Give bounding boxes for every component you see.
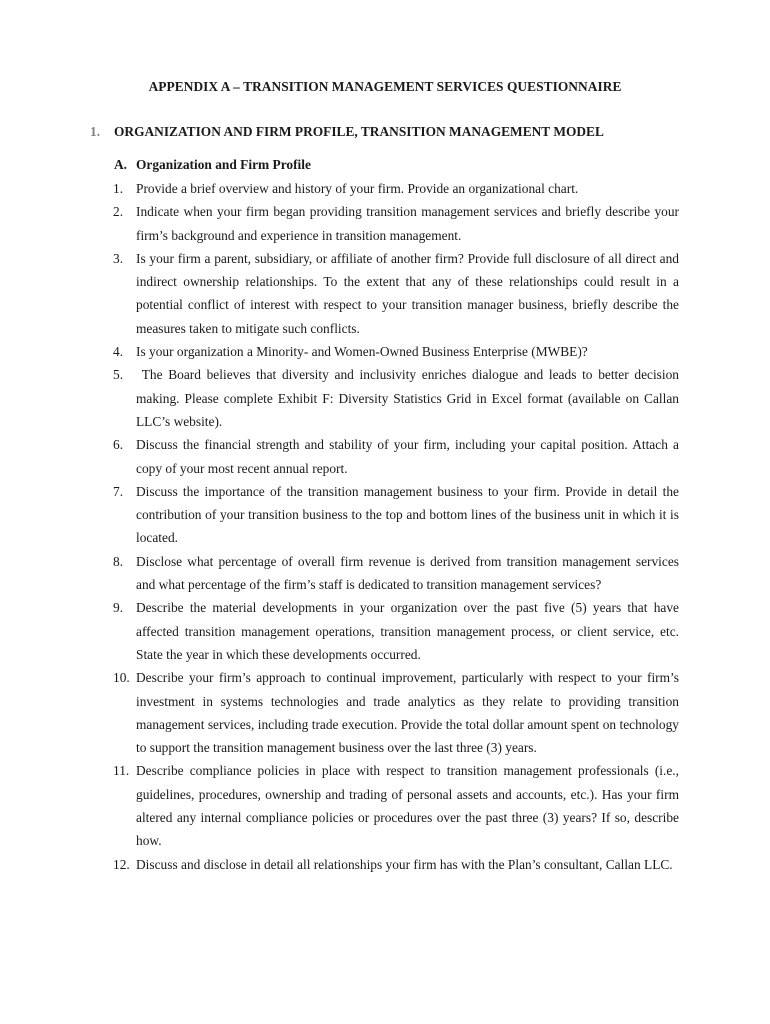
question-text: Indicate when your firm began providing transition management services and briefly describe your firm’s background and experience in transition management.	[136, 204, 679, 243]
question-text: Is your firm a parent, subsidiary, or affiliate of another firm? Provide full disclosure of all direct and indirect ownership relationships. To the extent that any of these relationships could result in a potential conflict of interest with respect to your transition manager business, briefly describe the measures taken to mitigate such conflicts.	[136, 250, 679, 336]
question-number: 1.	[113, 181, 124, 196]
question-text: Discuss the financial strength and stability of your firm, including your capital position. Attach a copy of your most recent annual report.	[136, 437, 679, 476]
question-text: Discuss the importance of the transition management business to your firm. Provide in detail the contribution of your transition business to the top and bottom lines of the business unit in which it is located.	[136, 483, 679, 546]
question-item	[0, 480, 679, 550]
question-text: Disclose what percentage of overall firm revenue is derived from transition management services and what percentage of the firm’s staff is dedicated to transition management services?	[136, 553, 679, 593]
question-number: 12.	[113, 856, 130, 872]
question-number: 9.	[113, 600, 124, 616]
question-number: 5.	[113, 367, 124, 383]
question-item	[0, 666, 679, 759]
question-number: 11.	[113, 763, 130, 779]
question-text: The Board believes that diversity and inclusivity enriches dialogue and leads to better decision making. Please complete Exhibit F: Diversity Statistics Grid in Excel format (available on Callan LLC’s website).	[136, 367, 679, 429]
question-text: Describe your firm’s approach to continual improvement, particularly with respect to your firm’s investment in systems technologies and trade analytics as they relate to providing transition management services, including trade execution. Provide the total dollar amount spent on technology to support the transition management business over the last three (3) years.	[136, 670, 679, 756]
question-item	[0, 340, 679, 363]
question-number: 3.	[113, 250, 124, 266]
question-item	[0, 759, 679, 852]
question-text: Is your organization a Minority- and Women-Owned Business Enterprise (MWBE)?	[136, 344, 588, 360]
question-list	[0, 177, 770, 876]
question-number: 2.	[113, 204, 124, 220]
document-title: APPENDIX A – TRANSITION MANAGEMENT SERVICES QUESTIONNAIRE	[148, 79, 622, 94]
question-item	[0, 200, 679, 247]
question-item	[0, 853, 679, 876]
question-item	[0, 596, 679, 666]
question-item	[0, 247, 679, 340]
question-item	[0, 177, 679, 200]
question-text: Describe the material developments in your organization over the past five (5) years that have affected transition management operations, transition management process, or client service, etc. State the year in which these developments occurred.	[136, 600, 679, 662]
question-number: 7.	[113, 483, 124, 499]
question-number: 8.	[113, 553, 124, 569]
question-item	[0, 433, 679, 480]
question-text: Discuss and disclose in detail all relationships your firm has with the Plan’s consultant, Callan LLC.	[136, 856, 673, 872]
subsection-heading	[114, 156, 311, 174]
section-number: 1.	[90, 124, 101, 139]
question-number: 10.	[113, 670, 130, 686]
question-text: Provide a brief overview and history of your firm. Provide an organizational chart.	[136, 181, 579, 196]
question-text: Describe compliance policies in place with respect to transition management professionals (i.e., guidelines, procedures, ownership and trading of personal assets and accounts, etc.). Has your firm altered any internal compliance policies or procedures over the past three (3) years? If so, describe how.	[136, 763, 679, 849]
subsection-title: Organization and Firm Profile	[136, 157, 311, 172]
question-number: 4.	[113, 344, 124, 360]
section-heading	[90, 123, 604, 141]
subsection-letter: A.	[114, 157, 128, 172]
question-item	[0, 363, 679, 433]
question-item	[0, 550, 679, 597]
question-number: 6.	[113, 437, 124, 453]
section-title: ORGANIZATION AND FIRM PROFILE, TRANSITION MANAGEMENT MODEL	[114, 124, 604, 139]
